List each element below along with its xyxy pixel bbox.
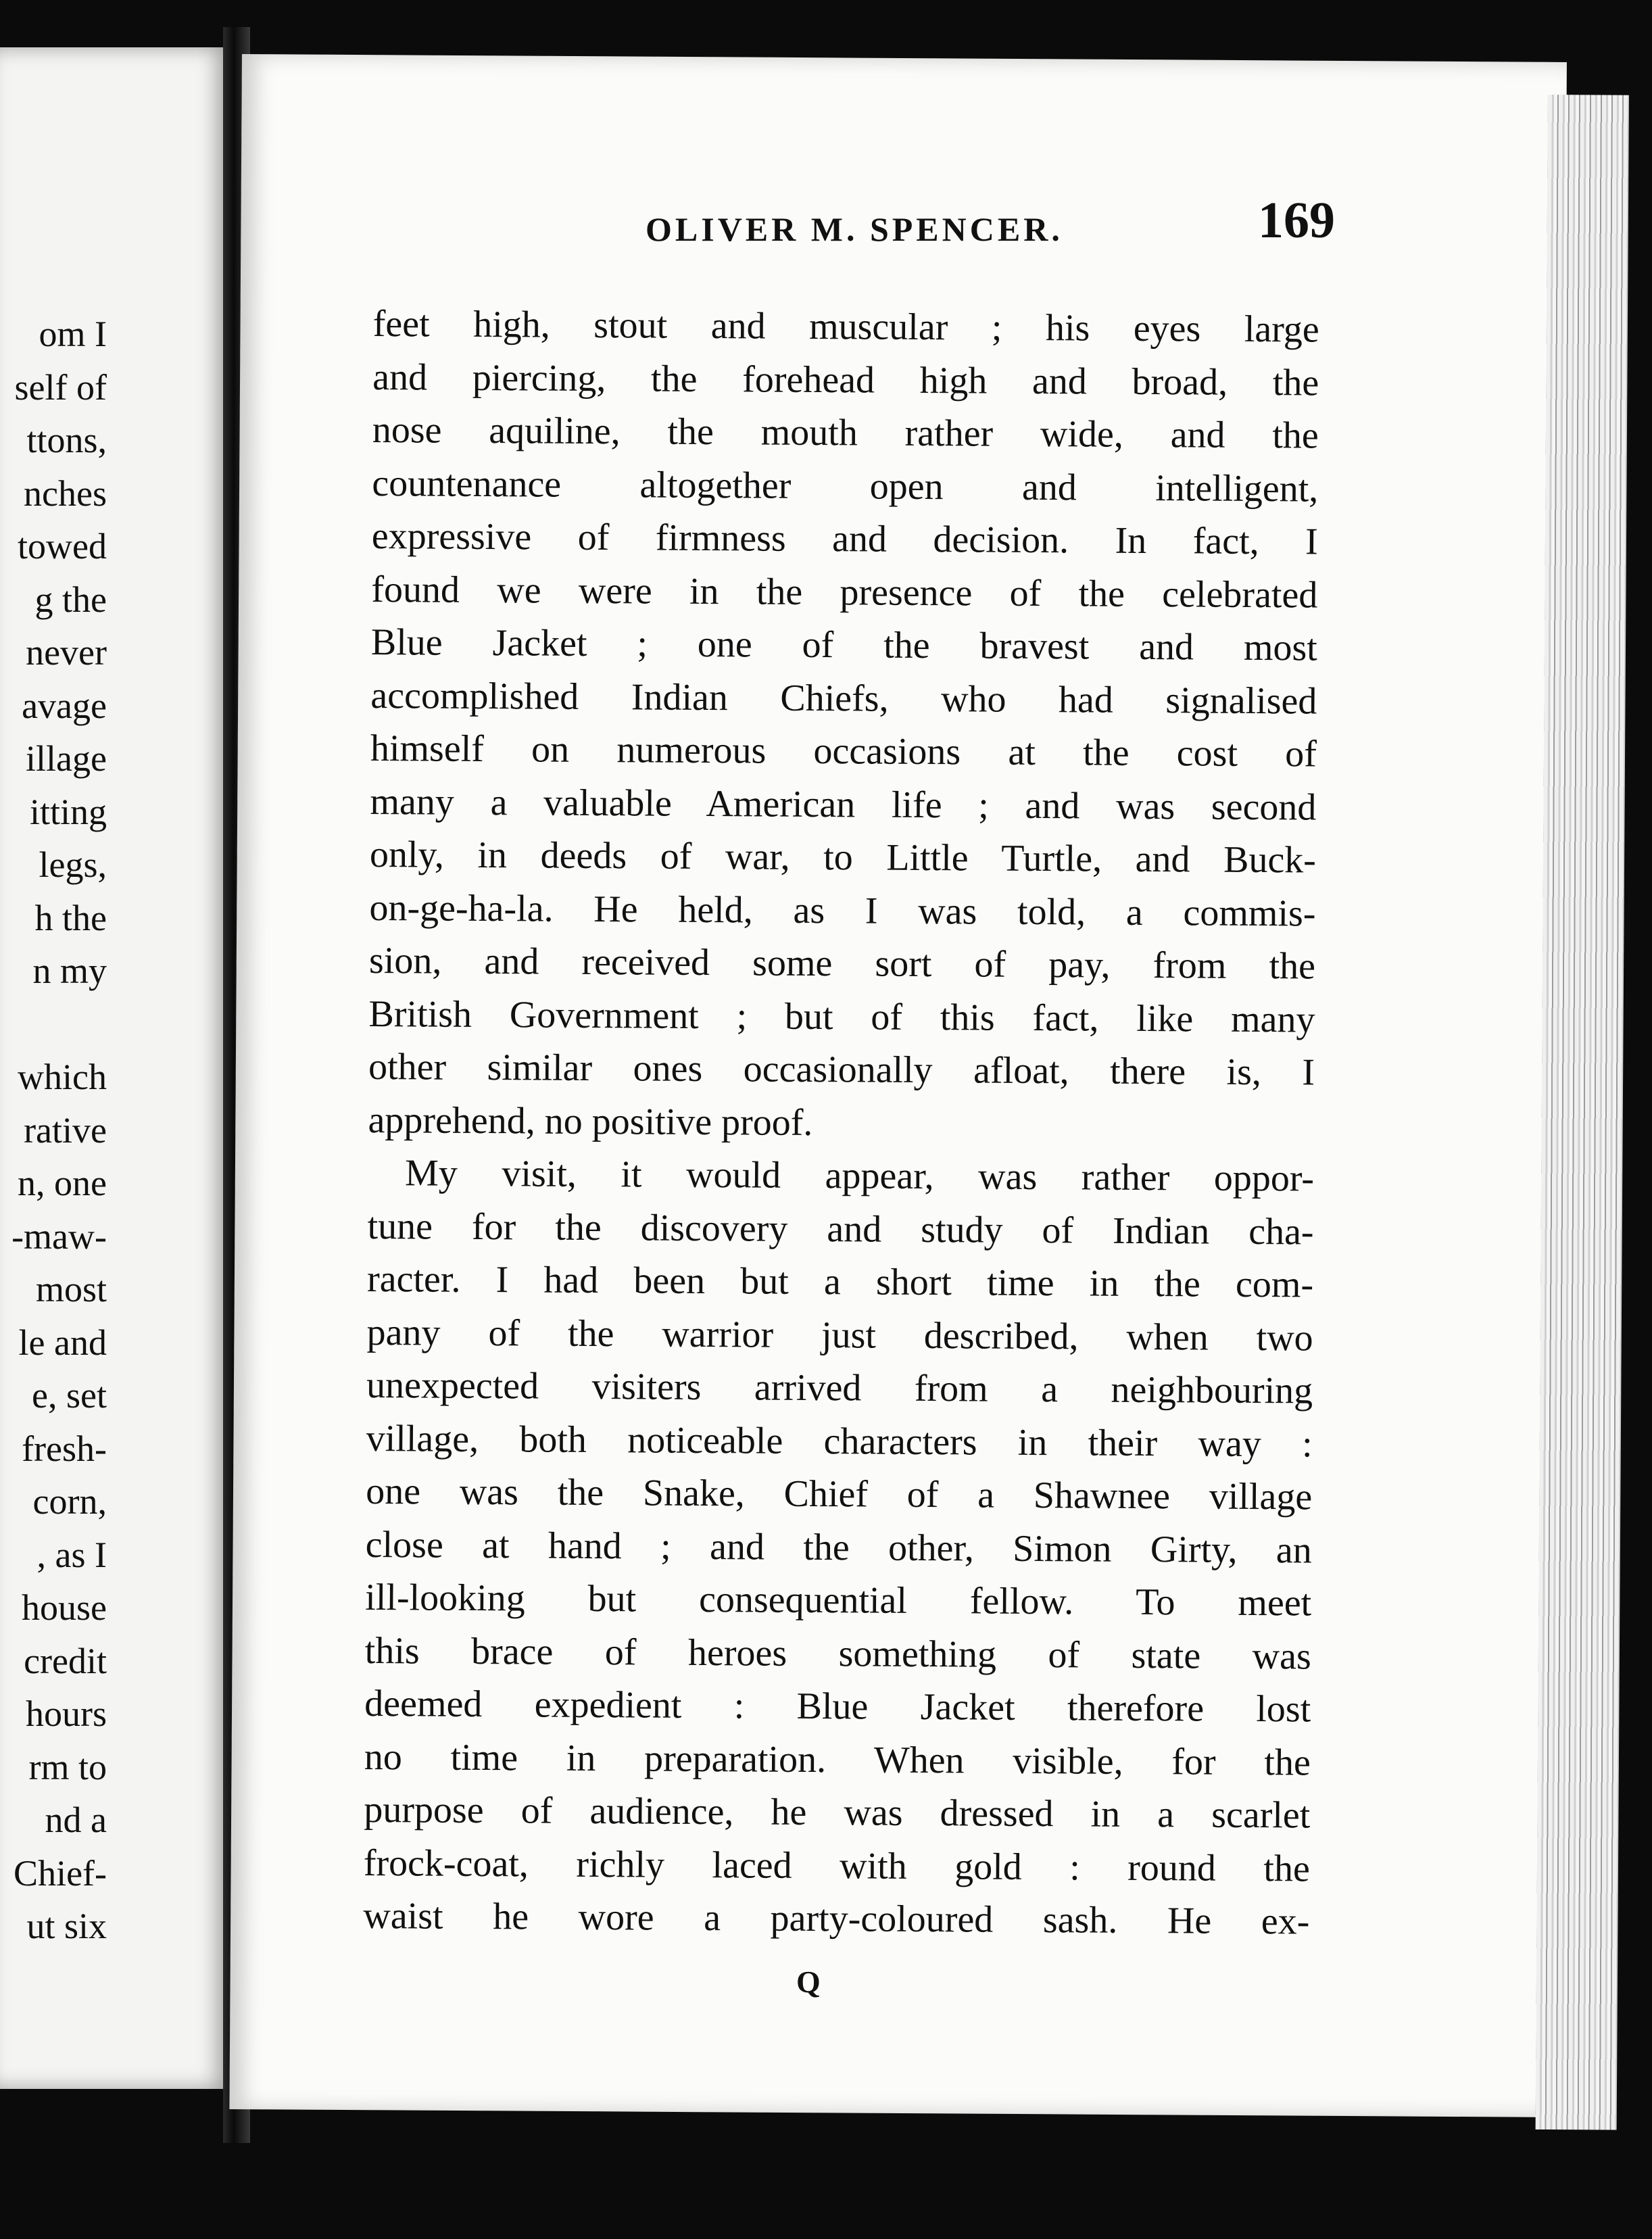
left-page-line	[0, 998, 107, 1051]
text-line: nose aquiline, the mouth rather wide, and the	[372, 408, 1319, 457]
page-number: 169	[1258, 192, 1335, 249]
text-line: and piercing, the forehead high and broad, the	[372, 356, 1319, 404]
text-line: village, both noticeable characters in their way :	[366, 1417, 1313, 1466]
text-line: waist he wore a party-coloured sash. He ex-	[363, 1894, 1310, 1943]
running-head	[402, 186, 1335, 267]
left-page-line: le and	[18, 1322, 107, 1363]
left-page-line: corn,	[32, 1481, 107, 1522]
text-line: found we were in the presence of the celebrated	[371, 568, 1318, 617]
page-edges	[1536, 95, 1629, 2130]
left-page-line: towed	[18, 526, 107, 567]
text-line: no time in preparation. When visible, for the	[364, 1735, 1311, 1784]
text-line: sion, and received some sort of pay, from the	[368, 939, 1316, 988]
left-page-line: n my	[32, 950, 107, 991]
text-line: on-ge-ha-la. He held, as I was told, a commis-	[369, 886, 1316, 935]
text-line: other similar ones occasionally afloat, there is, I	[368, 1045, 1315, 1094]
left-page-line: -maw-	[11, 1215, 107, 1257]
left-page-line: legs,	[39, 844, 107, 885]
left-page-line: fresh-	[22, 1428, 107, 1469]
left-page-line: rm to	[28, 1746, 107, 1787]
text-line: ill-looking but consequential fellow. To meet	[365, 1576, 1312, 1624]
left-page-line: illage	[26, 738, 107, 779]
text-line: only, in deeds of war, to Little Turtle, and Buck-	[369, 833, 1317, 882]
text-line: pany of the warrior just described, when two	[366, 1311, 1313, 1359]
left-page-line: e, set	[32, 1375, 107, 1416]
left-page-line: which	[18, 1057, 107, 1097]
text-line: himself on numerous occasions at the cost of	[370, 727, 1317, 775]
text-line: expressive of firmness and decision. In fact, I	[371, 514, 1319, 563]
text-line: deemed expedient : Blue Jacket therefore lost	[364, 1682, 1311, 1731]
running-title: OLIVER M. SPENCER.	[646, 210, 1063, 248]
left-page-line: g the	[34, 579, 107, 620]
text-line: feet high, stout and muscular ; his eyes large	[372, 302, 1319, 351]
left-page-line: self of	[14, 366, 107, 408]
signature-mark: Q	[796, 1965, 821, 1999]
text-line: accomplished Indian Chiefs, who had signalised	[370, 674, 1317, 723]
left-page-line: h the	[34, 897, 107, 938]
left-page-line: itting	[29, 791, 107, 832]
left-page-line: never	[26, 632, 107, 673]
left-page-line: Chief-	[14, 1852, 107, 1894]
left-page-line: credit	[24, 1640, 107, 1681]
left-page-line: rative	[24, 1109, 107, 1151]
left-page-line: avage	[22, 685, 107, 726]
text-line: British Government ; but of this fact, like many	[368, 992, 1315, 1041]
body-text	[363, 297, 1319, 1948]
left-page-line: most	[35, 1269, 107, 1309]
left-page-line: ttons,	[26, 420, 107, 460]
text-line: My visit, it would appear, was rather oppor-	[404, 1152, 1315, 1200]
text-line: countenance altogether open and intelligent,	[372, 462, 1319, 510]
left-page-line: , as I	[37, 1534, 107, 1575]
text-line: one was the Snake, Chief of a Shawnee village	[366, 1470, 1313, 1518]
left-page-line: hours	[26, 1693, 107, 1734]
left-page-line: om I	[39, 314, 107, 354]
left-page-text	[0, 308, 107, 1953]
left-page-line: ut six	[26, 1906, 107, 1946]
text-line: this brace of heroes something of state was	[364, 1629, 1311, 1678]
text-line: apprehend, no positive proof.	[368, 1099, 813, 1144]
text-line: unexpected visiters arrived from a neighbouring	[366, 1364, 1313, 1412]
left-page-line: nches	[24, 473, 107, 514]
left-page-line: n, one	[18, 1163, 107, 1203]
text-line: racter. I had been but a short time in the com-	[366, 1257, 1314, 1306]
text-line: frock-coat, richly laced with gold : round the	[363, 1841, 1311, 1890]
text-line: tune for the discovery and study of Indian cha-	[367, 1205, 1314, 1253]
text-line: Blue Jacket ; one of the bravest and most	[370, 621, 1318, 669]
text-line: purpose of audience, he was dressed in a scarlet	[364, 1788, 1311, 1837]
left-page-line: house	[22, 1587, 107, 1628]
text-line: close at hand ; and the other, Simon Girty, an	[365, 1523, 1312, 1572]
text-line: many a valuable American life ; and was second	[370, 780, 1317, 829]
left-page-line: nd a	[45, 1800, 107, 1840]
